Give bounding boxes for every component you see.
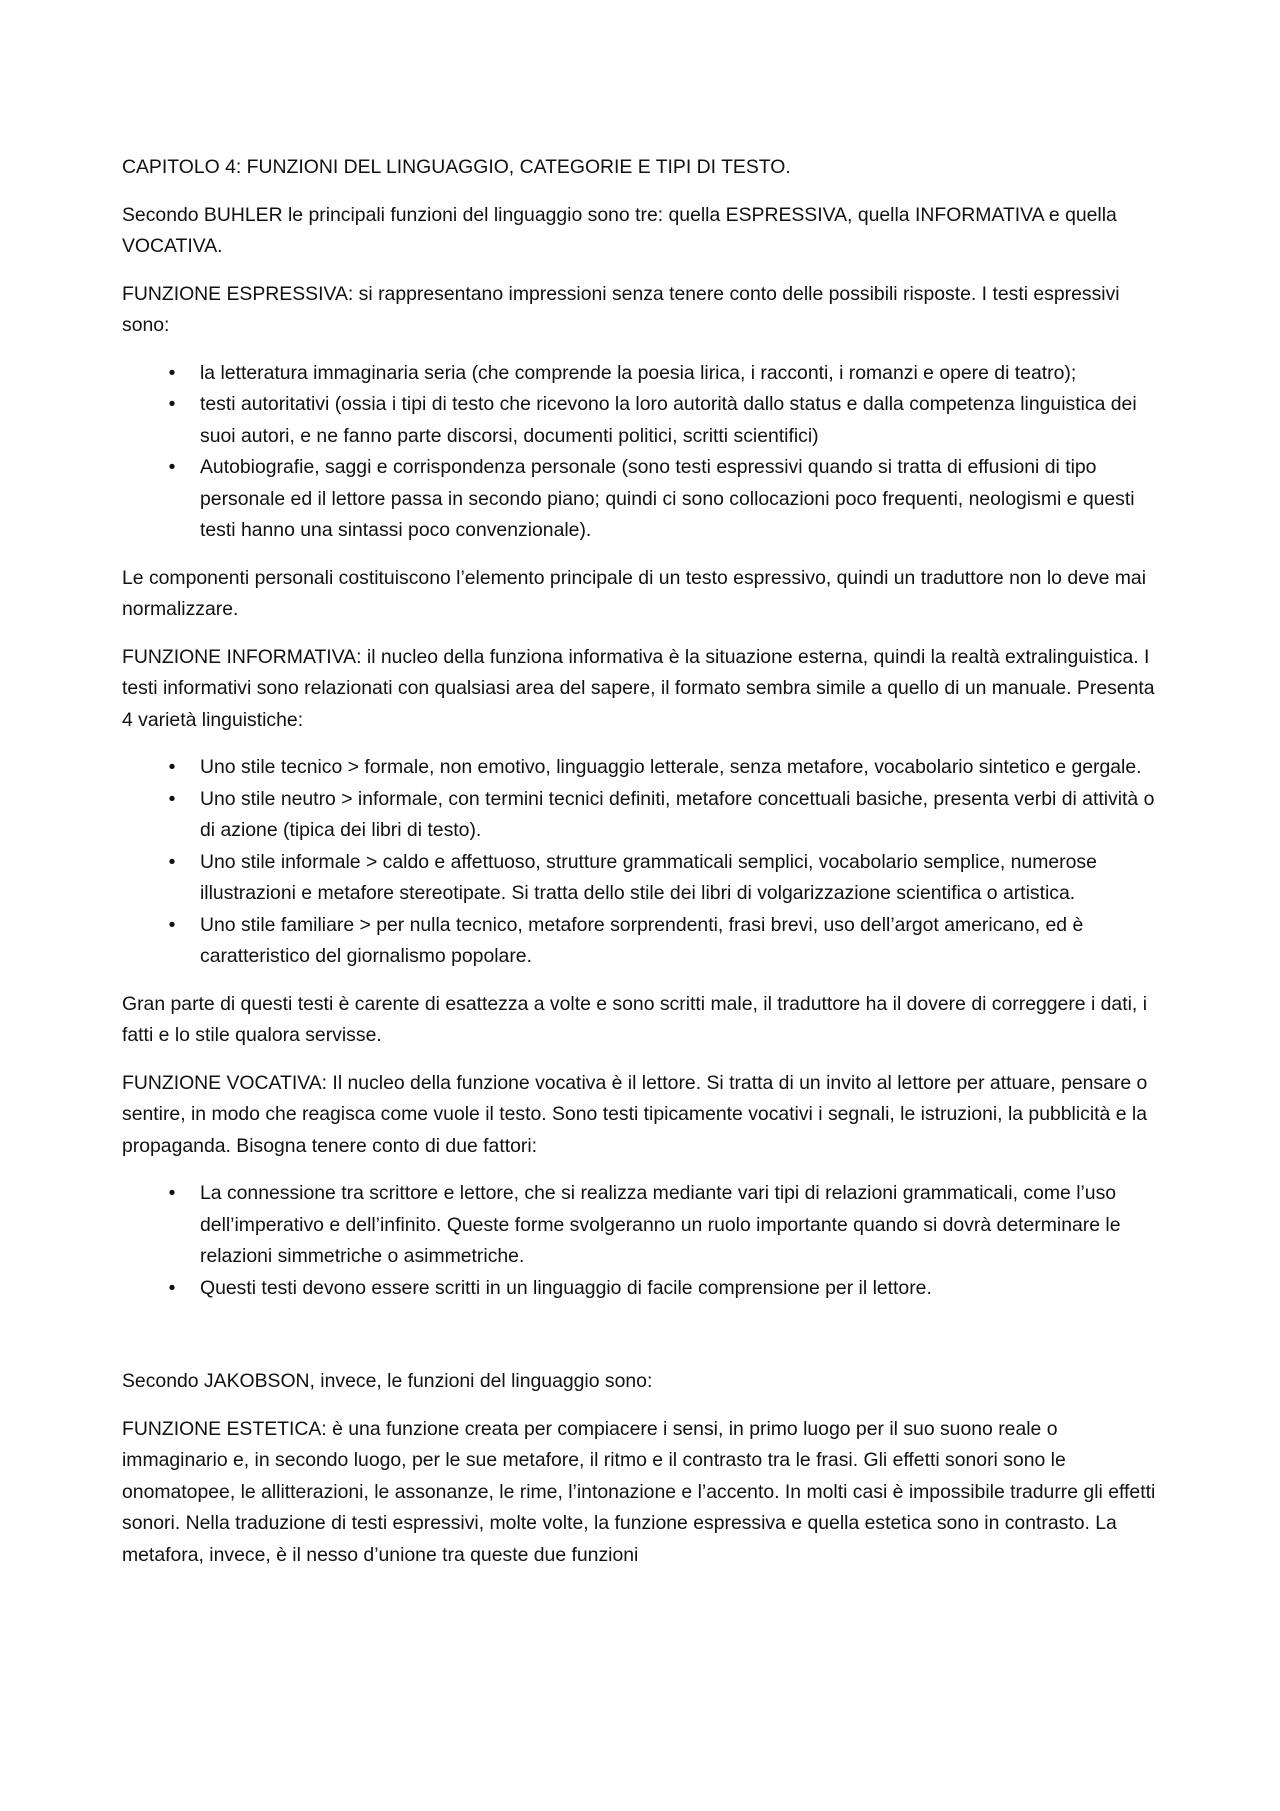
list-item bbox=[122, 847, 1167, 910]
bullet-icon: • bbox=[168, 393, 176, 415]
bullet-icon: • bbox=[168, 456, 176, 478]
list-item bbox=[122, 1273, 1167, 1305]
list-item-text: Uno stile familiare > per nulla tecnico, metafore sorprendenti, frasi brevi, uso dell’argot americano, ed è caratteristico del giornalismo popolare. bbox=[200, 913, 1084, 967]
bullet-icon: • bbox=[168, 913, 176, 936]
list-item-text: La connessione tra scrittore e lettore, che si realizza mediante vari tipi di relazioni grammaticali, come l’uso dell’imperativo e dell’infinito. Queste forme svolgeranno un ruolo importante quando si dovrà determinare le relazioni simmetriche o asimmetriche. bbox=[200, 1182, 1121, 1267]
jakobson-intro-paragraph: Secondo JAKOBSON, invece, le funzioni del linguaggio sono: bbox=[122, 1370, 653, 1392]
document-page bbox=[122, 152, 1167, 1587]
informativa-list bbox=[122, 752, 1167, 973]
espressiva-intro-paragraph: FUNZIONE ESPRESSIVA: si rappresentano impressioni senza tenere conto delle possibili risposte. I testi espressivi sono: bbox=[122, 282, 1120, 336]
list-item-text: la letteratura immaginaria seria (che comprende la poesia lirica, i racconti, i romanzi e opere di teatro); bbox=[200, 361, 1077, 384]
list-item bbox=[122, 1178, 1167, 1273]
bullet-icon: • bbox=[168, 1276, 176, 1299]
informativa-conclusion-paragraph: Gran parte di questi testi è carente di esattezza a volte e sono scritti male, il traduttore ha il dovere di correggere i dati, i fatti e lo stile qualora servisse. bbox=[122, 992, 1147, 1046]
bullet-icon: • bbox=[168, 787, 176, 810]
bullet-icon: • bbox=[168, 1182, 176, 1204]
bullet-icon: • bbox=[168, 850, 176, 873]
chapter-title: CAPITOLO 4: FUNZIONI DEL LINGUAGGIO, CATEGORIE E TIPI DI TESTO. bbox=[122, 156, 791, 178]
list-item-text: Autobiografie, saggi e corrispondenza personale (sono testi espressivi quando si tratta di effusioni di tipo personale ed il lettore passa in secondo piano; quindi ci sono collocazioni poco frequenti, neologismi e questi testi hanno una sintassi poco convenzionale). bbox=[200, 456, 1135, 541]
list-item bbox=[122, 452, 1167, 547]
blank-line bbox=[122, 1320, 1167, 1366]
list-item bbox=[122, 358, 1167, 390]
list-item-text: Uno stile neutro > informale, con termini tecnici definiti, metafore concettuali basiche, presenta verbi di attività o di azione (tipica dei libri di testo). bbox=[200, 787, 1155, 841]
informativa-intro-paragraph: FUNZIONE INFORMATIVA: il nucleo della funziona informativa è la situazione esterna, quindi la realtà extralinguistica. I testi informativi sono relazionati con qualsiasi area del sapere, il formato sembra simile a quello di un manuale. Presenta 4 varietà linguistiche: bbox=[122, 645, 1155, 731]
list-item-text: Uno stile informale > caldo e affettuoso, strutture grammaticali semplici, vocabolario semplice, numerose illustrazioni e metafore stereotipate. Si tratta dello stile dei libri di volgarizzazione scientifica o artistica. bbox=[200, 850, 1097, 904]
vocativa-intro-paragraph: FUNZIONE VOCATIVA: Il nucleo della funzione vocativa è il lettore. Si tratta di un invito al lettore per attuare, pensare o sentire, in modo che reagisca come vuole il testo. Sono testi tipicamente vocativi i segnali, le istruzioni, la pubblicità e la propaganda. Bisogna tenere conto di due fattori: bbox=[122, 1071, 1148, 1157]
list-item-text: testi autoritativi (ossia i tipi di testo che ricevono la loro autorità dallo status e dalla competenza linguistica dei suoi autori, e ne fanno parte discorsi, documenti politici, scritti scientifici) bbox=[200, 393, 1137, 447]
espressiva-list bbox=[122, 358, 1167, 547]
list-item bbox=[122, 910, 1167, 973]
list-item-text: Questi testi devono essere scritti in un linguaggio di facile comprensione per il lettore. bbox=[200, 1276, 932, 1299]
list-item bbox=[122, 389, 1167, 452]
list-item bbox=[122, 784, 1167, 847]
estetica-paragraph: FUNZIONE ESTETICA: è una funzione creata per compiacere i sensi, in primo luogo per il suo suono reale o immaginario e, in secondo luogo, per le sue metafore, il ritmo e il contrasto tra le frasi. Gli effetti sonori sono le onomatopee, le allitterazioni, le assonanze, le rime, l’intonazione e l’accento. In molti casi è impossibile tradurre gli effetti sonori. Nella traduzione di testi espressivi, molte volte, la funzione espressiva e quella estetica sono in contrasto. La metafora, invece, è il nesso d’unione tra queste due funzioni bbox=[122, 1417, 1156, 1566]
list-item-text: Uno stile tecnico > formale, non emotivo, linguaggio letterale, senza metafore, vocabolario sintetico e gergale. bbox=[200, 756, 1142, 778]
bullet-icon: • bbox=[168, 361, 176, 384]
bullet-icon: • bbox=[168, 756, 176, 778]
list-item bbox=[122, 752, 1167, 784]
vocativa-list bbox=[122, 1178, 1167, 1304]
buhler-intro-paragraph: Secondo BUHLER le principali funzioni del linguaggio sono tre: quella ESPRESSIVA, quella INFORMATIVA e quella VOCATIVA. bbox=[122, 203, 1117, 257]
espressiva-conclusion-paragraph: Le componenti personali costituiscono l’elemento principale di un testo espressivo, quindi un traduttore non lo deve mai normalizzare. bbox=[122, 566, 1147, 620]
